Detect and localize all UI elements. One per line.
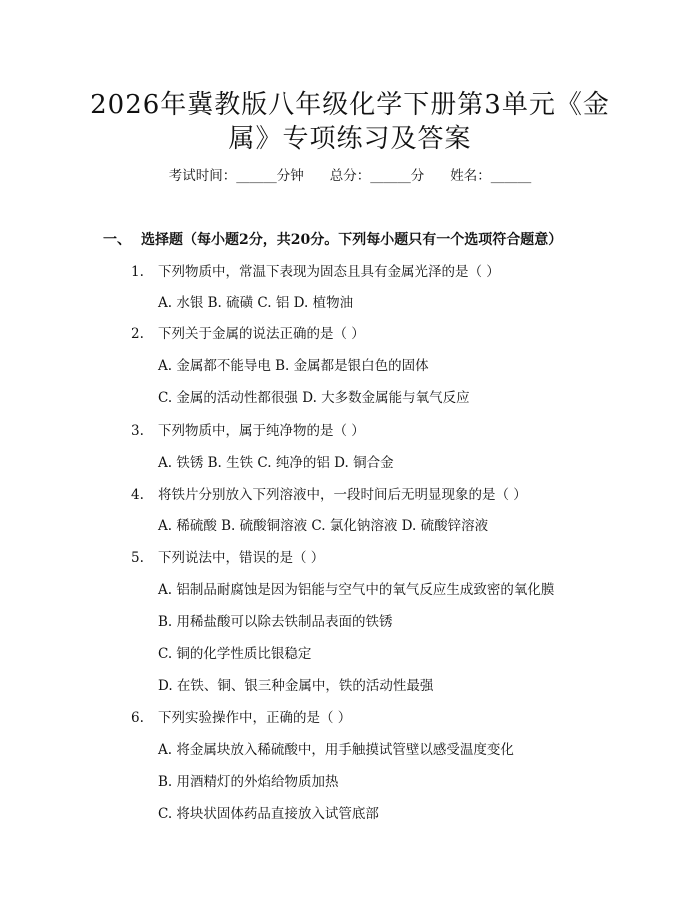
question-number: 2. <box>131 326 144 342</box>
question-5-option-d: D. 在铁、铜、银三种金属中，铁的活动性最强 <box>158 678 434 694</box>
question-stem: 下列说法中，错误的是（ ） <box>158 550 325 566</box>
question-4 <box>131 483 527 503</box>
exam-time: 考试时间：______分钟 <box>168 168 304 184</box>
question-4-options: A. 稀硫酸 B. 硫酸铜溶液 C. 氯化钠溶液 D. 硫酸锌溶液 <box>158 518 489 534</box>
question-number: 6. <box>131 710 144 726</box>
question-5-option-a: A. 铝制品耐腐蚀是因为铝能与空气中的氧气反应生成致密的氧化膜 <box>158 582 555 598</box>
question-1-options: A. 水银 B. 硫磺 C. 铝 D. 植物油 <box>158 295 354 311</box>
question-6-option-c: C. 将块状固体药品直接放入试管底部 <box>158 806 379 822</box>
question-1 <box>131 260 500 280</box>
question-6-option-a: A. 将金属块放入稀硫酸中，用手触摸试管壁以感受温度变化 <box>158 742 514 758</box>
exam-info <box>0 164 700 184</box>
question-number: 3. <box>131 423 144 439</box>
exam-total-score: 总分：______分 <box>329 168 425 184</box>
question-2 <box>131 322 365 342</box>
question-3-options: A. 铁锈 B. 生铁 C. 纯净的铝 D. 铜合金 <box>158 455 394 471</box>
section-number: 一、 <box>103 232 131 248</box>
question-5 <box>131 546 324 566</box>
question-5-option-b: B. 用稀盐酸可以除去铁制品表面的铁锈 <box>158 614 393 630</box>
section-title: 选择题（每小题2分，共20分。下列每小题只有一个选项符合题意） <box>141 232 563 248</box>
question-number: 5. <box>131 550 144 566</box>
question-6 <box>131 706 351 726</box>
question-stem: 下列实验操作中，正确的是（ ） <box>158 710 352 726</box>
question-2-options-line-2: C. 金属的活动性都很强 D. 大多数金属能与氧气反应 <box>158 390 470 406</box>
question-3 <box>131 419 365 439</box>
document-title-line-1: 2026年冀教版八年级化学下册第3单元《金 <box>90 90 610 120</box>
student-name: 姓名：______ <box>450 168 532 184</box>
document-title-line-2: 属》专项练习及答案 <box>228 124 472 154</box>
question-2-options-line-1: A. 金属都不能导电 B. 金属都是银白色的固体 <box>158 358 429 374</box>
question-6-option-b: B. 用酒精灯的外焰给物质加热 <box>158 774 339 790</box>
question-stem: 下列物质中，常温下表现为固态且具有金属光泽的是（ ） <box>158 264 500 280</box>
question-stem: 下列关于金属的说法正确的是（ ） <box>158 326 365 342</box>
question-number: 1. <box>131 264 144 280</box>
section-heading <box>103 229 562 249</box>
question-number: 4. <box>131 487 144 503</box>
question-stem: 下列物质中，属于纯净物的是（ ） <box>158 423 365 439</box>
question-5-option-c: C. 铜的化学性质比银稳定 <box>158 646 312 662</box>
question-stem: 将铁片分别放入下列溶液中，一段时间后无明显现象的是（ ） <box>158 487 527 503</box>
